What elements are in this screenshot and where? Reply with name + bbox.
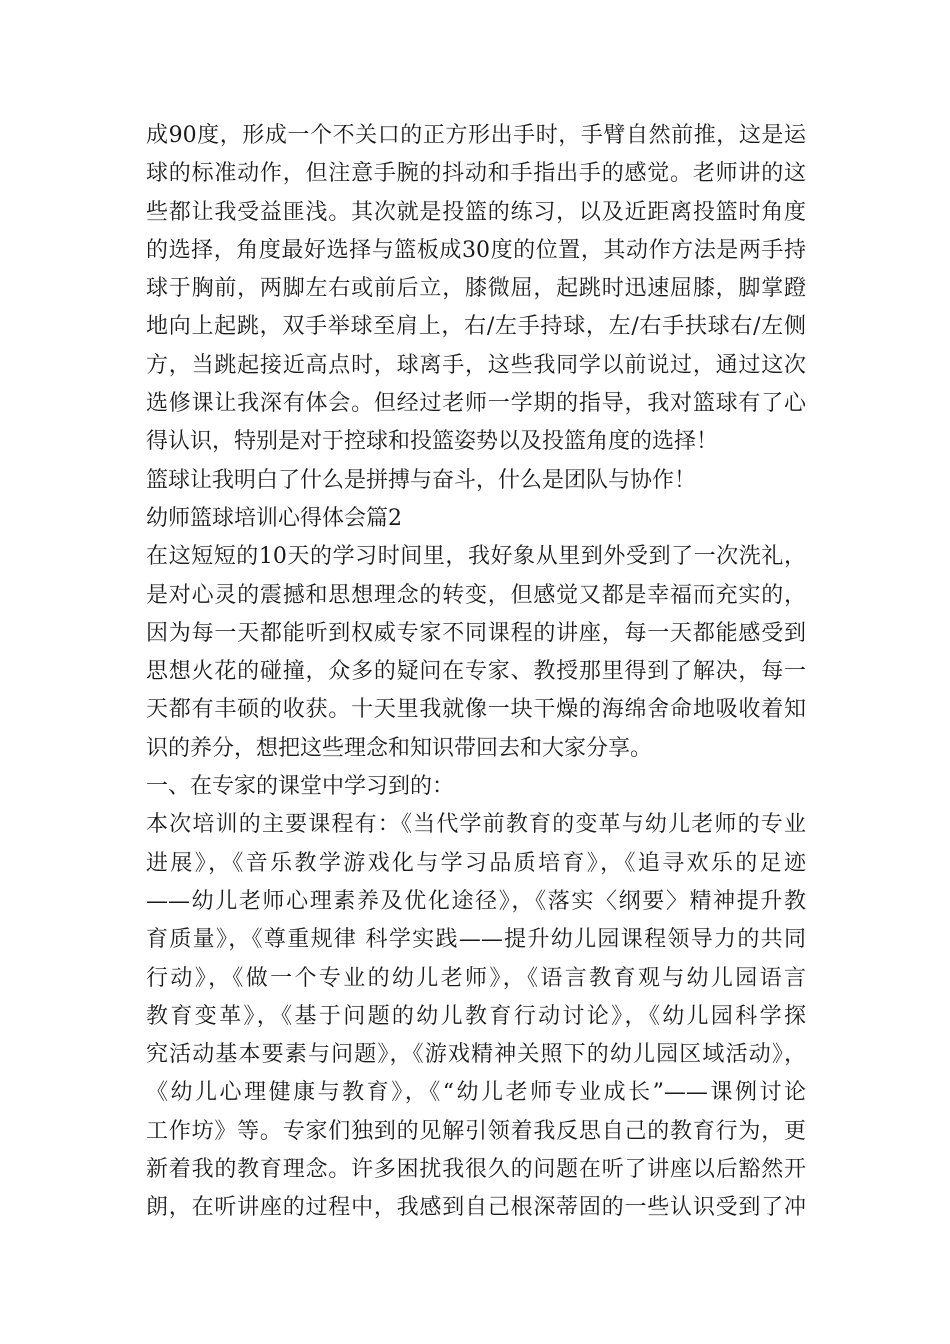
text-line: 些都让我受益匪浅。其次就是投篮的练习，以及近距离投篮时角度 <box>146 199 806 225</box>
text-line: 成90度，形成一个不关口的正方形出手时，手臂自然前推，这是运 <box>146 123 806 148</box>
text-line: 教育变革》，《基于问题的幼儿教育行动讨论》，《幼儿园科学探 <box>146 1003 806 1029</box>
text-line: 究活动基本要素与问题》，《游戏精神关照下的幼儿园区域活动》， <box>146 1042 806 1068</box>
text-line: 新着我的教育理念。许多困扰我很久的问题在听了讲座以后豁然开 <box>146 1157 806 1183</box>
text-line: 本次培训的主要课程有：《当代学前教育的变革与幼儿老师的专业 <box>146 812 806 838</box>
text-line: 工作坊》等。专家们独到的见解引领着我反思自己的教育行为，更 <box>146 1118 806 1144</box>
text-line: 幼师篮球培训心得体会篇2 <box>146 505 402 531</box>
text-line: 天都有丰硕的收获。十天里我就像一块干燥的海绵舍命地吸收着知 <box>146 697 806 723</box>
text-line: 识的养分，想把这些理念和知识带回去和大家分享。 <box>146 735 653 761</box>
text-line: 得认识，特别是对于控球和投篮姿势以及投篮角度的选择！ <box>146 429 719 455</box>
text-line: 朗，在听讲座的过程中，我感到自己根深蒂固的一些认识受到了冲 <box>146 1195 806 1221</box>
text-line: 方，当跳起接近高点时，球离手，这些我同学以前说过，通过这次 <box>146 352 806 378</box>
text-line: 因为每一天都能听到权威专家不同课程的讲座，每一天都能感受到 <box>146 620 806 646</box>
text-line: 行动》，《做一个专业的幼儿老师》，《语言教育观与幼儿园语言 <box>146 965 806 991</box>
text-line: ——幼儿老师心理素养及优化途径》，《落实〈纲要〉精神提升教 <box>146 888 806 914</box>
text-line: 育质量》，《尊重规律 科学实践——提升幼儿园课程领导力的共同 <box>146 927 806 953</box>
text-line: 的选择，角度最好选择与篮板成30度的位置，其动作方法是两手持 <box>146 237 806 263</box>
text-line: 进展》，《音乐教学游戏化与学习品质培育》，《追寻欢乐的足迹 <box>146 850 806 876</box>
text-line: 思想火花的碰撞，众多的疑问在专家、教授那里得到了解决，每一 <box>146 659 806 685</box>
text-line: 地向上起跳，双手举球至肩上，右/左手持球，左/右手扶球右/左侧 <box>146 314 806 340</box>
text-line: 篮球让我明白了什么是拼搏与奋斗，什么是团队与协作！ <box>146 467 697 493</box>
text-line: 在这短短的10天的学习时间里，我好象从里到外受到了一次洗礼， <box>146 544 806 570</box>
text-line: 《幼儿心理健康与教育》，《“幼儿老师专业成长”——课例讨论 <box>146 1080 806 1106</box>
text-line: 选修课让我深有体会。但经过老师一学期的指导，我对篮球有了心 <box>146 391 806 417</box>
text-line: 一、在专家的课堂中学习到的： <box>146 774 455 800</box>
text-line: 球的标准动作，但注意手腕的抖动和手指出手的感觉。老师讲的这 <box>146 161 806 187</box>
document-body <box>146 117 836 1228</box>
text-line: 是对心灵的震撼和思想理念的转变，但感觉又都是幸福而充实的， <box>146 582 806 608</box>
text-line: 球于胸前，两脚左右或前后立，膝微屈，起跳时迅速屈膝，脚掌蹬 <box>146 276 806 302</box>
